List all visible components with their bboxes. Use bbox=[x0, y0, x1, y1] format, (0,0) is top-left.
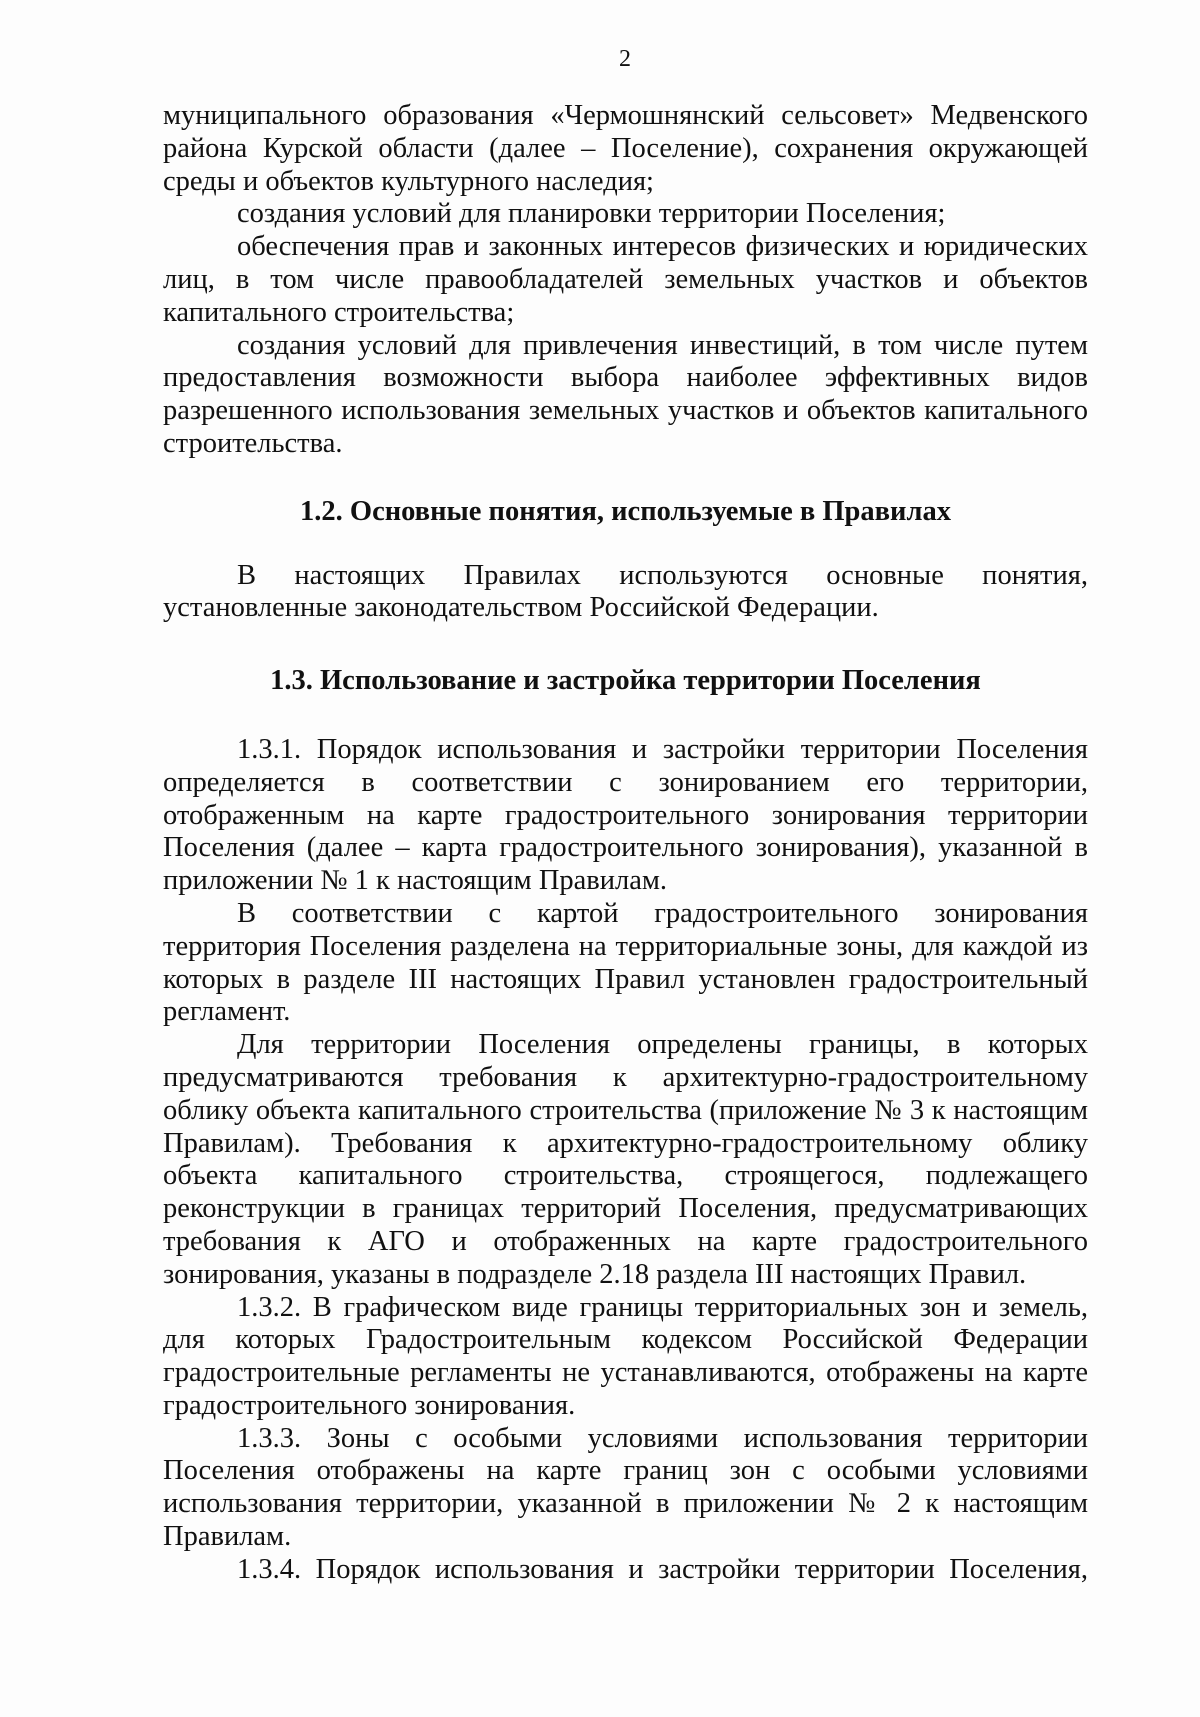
paragraph-municipality: муниципального образования «Чермошнянский сельсовет» Медвенского района Курской области (далее – Поселение), сохранения окружающей среды и объектов культурного наследия; bbox=[163, 100, 1088, 197]
spacer bbox=[163, 698, 1088, 734]
section-1-2-heading: 1.2. Основные понятия, используемые в Правилах bbox=[300, 495, 951, 527]
paragraph-territorial-zones: В соответствии с картой градостроительного зонирования территория Поселения разделена на территориальные зоны, для каждой из которых в разделе III настоящих Правил установлен градостроительный регламент. bbox=[163, 897, 1088, 1028]
spacer bbox=[163, 461, 1088, 496]
document-body bbox=[163, 100, 1088, 1587]
paragraph-investment-conditions: создания условий для привлечения инвестиций, в том числе путем предоставления возможности выбора наиболее эффективных видов разрешенного использования земельных участков и объектов капитального строительства. bbox=[163, 329, 1088, 459]
paragraph-1-3-1: 1.3.1. Порядок использования и застройки территории Поселения определяется в соответствии с зонированием его территории, отображенным на карте градостроительного зонирования территории Поселения (далее – карта градостроительного зонирования), указанной в приложении № 1 к настоящим Правилам. bbox=[163, 733, 1088, 897]
paragraph-architectural-requirements: Для территории Поселения определены границы, в которых предусматриваются требования к архитектурно-градостроительному облику объекта капитального строительства (приложение № 3 к настоящим Правилам). Требования к архитектурно-градостроительному облику объекта капитального строительства, строящегося, подлежащего реконструкции в границах территорий Поселения, предусматривающих требования к АГО и отображенных на карте градостроительного зонирования, указаны в подразделе 2.18 раздела III настоящих Правил. bbox=[163, 1029, 1088, 1290]
spacer bbox=[163, 625, 1088, 665]
section-1-3-heading: 1.3. Использование и застройка территории Поселения bbox=[270, 665, 981, 697]
paragraph-1-3-2: 1.3.2. В графическом виде границы территориальных зон и земель, для которых Градостроительным кодексом Российской Федерации градостроительные регламенты не устанавливаются, отображены на карте градостроительного зонирования. bbox=[163, 1291, 1088, 1421]
paragraph-planning-conditions: создания условий для планировки территории Поселения; bbox=[237, 198, 946, 230]
paragraph-basic-concepts: В настоящих Правилах используются основные понятия, установленные законодательством Российской Федерации. bbox=[163, 559, 1088, 624]
page-number: 2 bbox=[619, 46, 631, 72]
paragraph-1-3-3: 1.3.3. Зоны с особыми условиями использования территории Поселения отображены на карте границ зон с особыми условиями использования территории, указанной в приложении № 2 к настоящим Правилам. bbox=[163, 1422, 1088, 1553]
spacer bbox=[163, 529, 1088, 560]
paragraph-rights-protection: обеспечения прав и законных интересов физических и юридических лиц, в том числе правообладателей земельных участков и объектов капитального строительства; bbox=[163, 231, 1088, 328]
paragraph-1-3-4: 1.3.4. Порядок использования и застройки территории Поселения, bbox=[237, 1553, 1088, 1585]
